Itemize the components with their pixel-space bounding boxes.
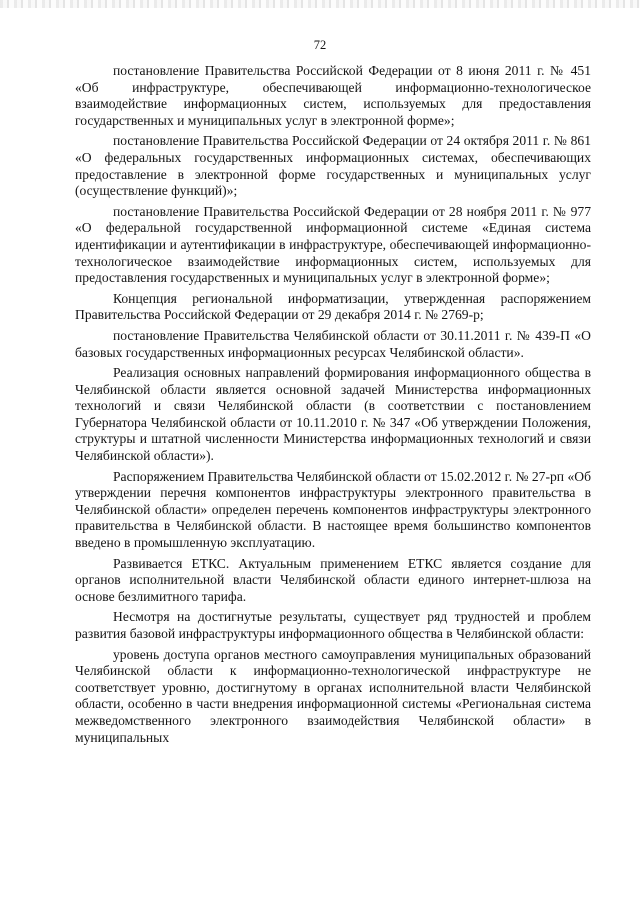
paragraph-access-level: уровень доступа органов местного самоуправления муниципальных образований Челябинской области к информационно-технологической инфраструктуре не соответствует уровню, достигнутому в органах исполнительной власти Челябинской области, особенно в части внедрения информационной системы «Региональная система межведомственного электронного взаимодействия Челябинской области» в муниципальных bbox=[75, 646, 591, 745]
paragraph-concept-2769: Концепция региональной информатизации, утвержденная распоряжением Правительства Российской Федерации от 29 декабря 2014 г. № 2769-р; bbox=[75, 290, 591, 323]
paragraph-decree-451: постановление Правительства Российской Федерации от 8 июня 2011 г. № 451 «Об инфраструктуре, обеспечивающей информационно-технологическое взаимодействие информационных систем, используемых для предоставления государственных и муниципальных услуг в электронной форме»; bbox=[75, 63, 591, 128]
paragraph-order-27: Распоряжением Правительства Челябинской области от 15.02.2012 г. № 27-рп «Об утверждении перечня компонентов инфраструктуры электронного правительства в Челябинской области» определен перечень компонентов инфраструктуры электронного правительства в Челябинской области. В настоящее время большинство компонентов введено в промышленную эксплуатацию. bbox=[75, 468, 592, 551]
paragraph-problems-intro: Несмотря на достигнутые результаты, существует ряд трудностей и проблем развития базовой инфраструктуры информационного общества в Челябинской области: bbox=[75, 609, 591, 641]
paragraph-decree-977: постановление Правительства Российской Федерации от 28 ноября 2011 г. № 977 «О федеральной государственной информационной системе «Единая система идентификации и аутентификации в инфраструктуре, обеспечивающей информационно-технологическое взаимодействие информационных систем, используемых для предоставления государственных и муниципальных услуг в электронной форме»; bbox=[75, 203, 591, 286]
paragraph-etks: Развивается ЕТКС. Актуальным применением ЕТКС является создание для органов исполнительной власти Челябинской области единого интернет-шлюза на основе безлимитного тарифа. bbox=[75, 555, 591, 604]
paragraph-decree-439: постановление Правительства Челябинской области от 30.11.2011 г. № 439-П «О базовых государственных информационных ресурсах Челябинской области». bbox=[75, 327, 591, 360]
scan-edge-artifact bbox=[0, 0, 640, 8]
page-number: 72 bbox=[313, 38, 327, 52]
paragraph-ministry-tasks: Реализация основных направлений формирования информационного общества в Челябинской области является основной задачей Министерства информационных технологий и связи Челябинской области (в соответствии с постановлением Губернатора Челябинской области от 10.11.2010 г. № 347 «Об утверждении Положения, структуры и штатной численности Министерства информационных технологий и связи Челябинской области»). bbox=[75, 365, 591, 464]
document-body bbox=[75, 63, 591, 750]
paragraph-decree-861: постановление Правительства Российской Федерации от 24 октября 2011 г. № 861 «О федеральных государственных информационных системах, обеспечивающих предоставление в электронной форме государственных и муниципальных услуг (осуществление функций)»; bbox=[75, 133, 591, 199]
